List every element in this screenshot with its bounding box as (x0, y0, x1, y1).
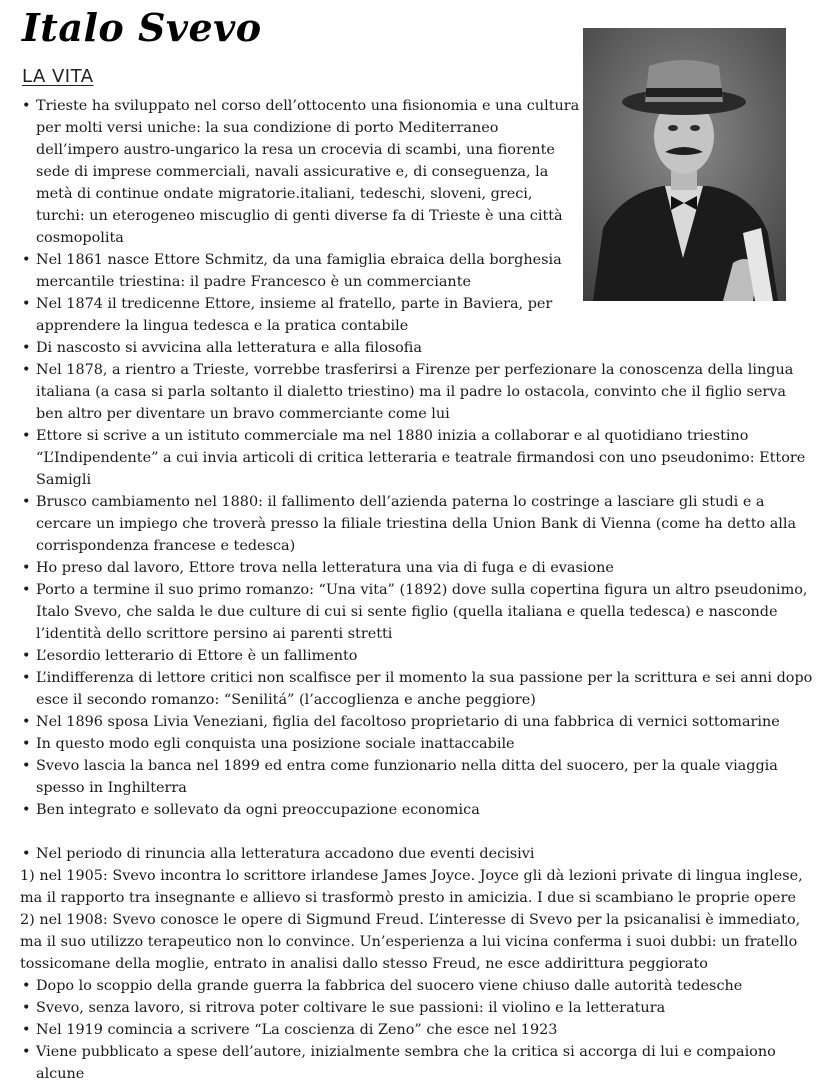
bullet-list-late-life (20, 975, 815, 1085)
list-item: • Ho preso dal lavoro, Ettore trova nella letteratura una via di fuga e di evasione (20, 557, 815, 579)
list-item: • Di nascosto si avvicina alla letteratura e alla filosofia (20, 337, 815, 359)
portrait-photo (583, 28, 786, 301)
section-heading: LA VITA (22, 66, 94, 87)
list-item: • Nel 1919 comincia a scrivere “La coscienza di Zeno” che esce nel 1923 (20, 1019, 815, 1041)
list-item: • Dopo lo scoppio della grande guerra la fabbrica del suocero viene chiuso dalle autorità tedesche (20, 975, 815, 997)
list-item: • In questo modo egli conquista una posizione sociale inattaccabile (20, 733, 815, 755)
list-item: • Ben integrato e sollevato da ogni preoccupazione economica (20, 799, 815, 821)
list-item: • Nel 1878, a rientro a Trieste, vorrebbe trasferirsi a Firenze per perfezionare la conoscenza della lingua italiana (a casa si parla soltanto il dialetto triestino) ma il padre lo ostacola, convinto che il figlio serva ben altro per diventare un bravo commerciante come lui (20, 359, 815, 425)
numbered-item-freud: 2) nel 1908: Svevo conosce le opere di Sigmund Freud. L’interesse di Svevo per la psicanalisi è immediato, ma il suo utilizzo terapeutico non lo convince. Un’esperienza a lui vicina conferma i suoi dubbi: un fratello tossicomane della moglie, entrato in analisi dallo stesso Freud, ne esce addirittura peggiorato (20, 912, 801, 972)
list-item: • Nel periodo di rinuncia alla letteratura accadono due eventi decisivi (20, 843, 815, 865)
bullet-list-events (20, 843, 815, 865)
list-item: • L’esordio letterario di Ettore è un fallimento (20, 645, 815, 667)
list-item: • L’indifferenza di lettore critici non scalfisce per il momento la sua passione per la scrittura e sei anni dopo esce il secondo romanzo: “Senilitá” (l’accoglienza e anche peggiore) (20, 667, 815, 711)
numbered-item-joyce: 1) nel 1905: Svevo incontra lo scrittore irlandese James Joyce. Joyce gli dà lezioni private di lingua inglese, ma il rapporto tra insegnante e allievo si trasformò presto in amicizia. I due si scambiano le proprie opere (20, 868, 803, 906)
list-item: • Ettore si scrive a un istituto commerciale ma nel 1880 inizia a collaborar e al quotidiano triestino “L’Indipendente” a cui invia articoli di critica letteraria e teatrale firmandosi con uno pseudonimo: Ettore Samigli (20, 425, 815, 491)
list-item: • Nel 1896 sposa Livia Veneziani, figlia del facoltoso proprietario di una fabbrica di vernici sottomarine (20, 711, 815, 733)
bullet-list-intro (20, 95, 580, 337)
list-item: • Svevo lascia la banca nel 1899 ed entra come funzionario nella ditta del suocero, per la quale viaggia spesso in Inghilterra (20, 755, 815, 799)
list-item: • Porto a termine il suo primo romanzo: “Una vita” (1892) dove sulla copertina figura un altro pseudonimo, Italo Svevo, che salda le due culture di cui si sente figlio (quella italiana e quella tedesca) e nasconde l’identità dello scrittore persino ai parenti stretti (20, 579, 815, 645)
bullet-list-career (20, 645, 815, 821)
list-item: • Nel 1861 nasce Ettore Schmitz, da una famiglia ebraica della borghesia mercantile triestina: il padre Francesco è un commerciante (20, 249, 580, 293)
page-title: Italo Svevo (22, 5, 262, 50)
portrait-image (583, 28, 786, 301)
bullet-list-youth (20, 337, 815, 645)
list-item: • Nel 1874 il tredicenne Ettore, insieme al fratello, parte in Baviera, per apprendere la lingua tedesca e la pratica contabile (20, 293, 580, 337)
list-item: • Svevo, senza lavoro, si ritrova poter coltivare le sue passioni: il violino e la letteratura (20, 997, 815, 1019)
list-item: • Brusco cambiamento nel 1880: il fallimento dell’azienda paterna lo costringe a lasciare gli studi e a cercare un impiego che troverà presso la filiale triestina della Union Bank di Vienna (come ha detto alla corrispondenza francese e tedesca) (20, 491, 815, 557)
list-item: • Viene pubblicato a spese dell’autore, inizialmente sembra che la critica si accorga di lui e compaiono alcune (20, 1041, 815, 1085)
list-item: • Trieste ha sviluppato nel corso dell’ottocento una fisionomia e una cultura per molti versi uniche: la sua condizione di porto Mediterraneo dell’impero austro-ungarico la resa un crocevia di scambi, una fiorente sede di imprese commerciali, navali assicurative e, di conseguenza, la metà di continue ondate migratorie.italiani, tedeschi, sloveni, greci, turchi: un eterogeneo miscuglio di genti diverse fa di Trieste è una città cosmopolita (20, 95, 580, 249)
